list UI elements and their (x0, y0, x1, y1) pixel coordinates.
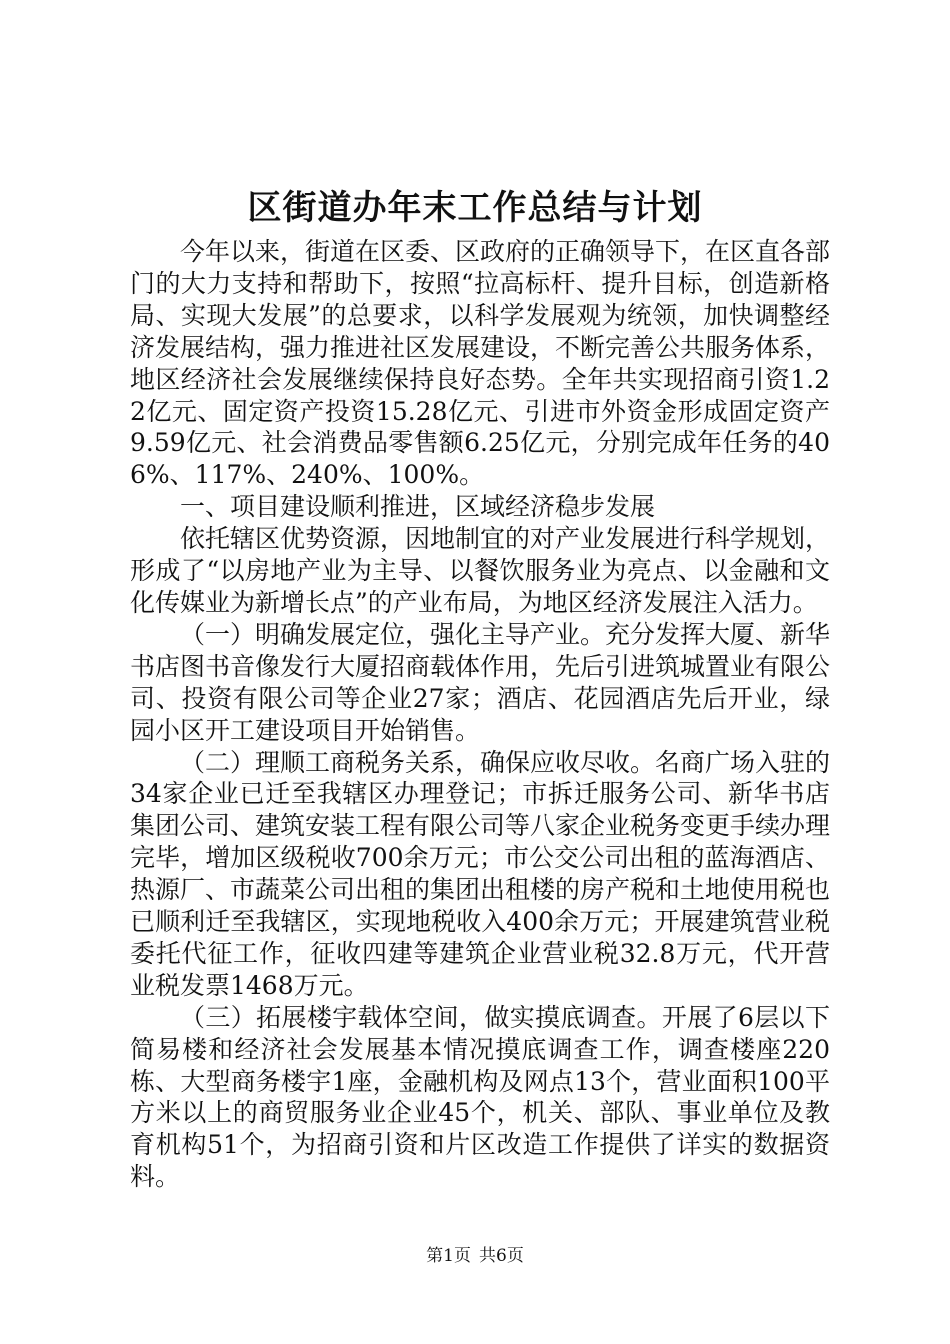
page-footer (0, 1244, 950, 1268)
section-1-intro-paragraph: 依托辖区优势资源，因地制宜的对产业发展进行科学规划，形成了“以房地产业为主导、以餐饮服务业为亮点、以金融和文化传媒业为新增长点”的产业布局，为地区经济发展注入活力。 (130, 524, 831, 617)
page-number: 第1页 (426, 1246, 471, 1266)
subsection-2-paragraph: （二）理顺工商税务关系，确保应收尽收。名商广场入驻的34家企业已迁至我辖区办理登记；市拆迁服务公司、新华书店集团公司、建筑安装工程有限公司等八家企业税务变更手续办理完毕，增加区级税收700余万元；市公交公司出租的蓝海酒店、热源厂、市蔬菜公司出租的集团出租楼的房产税和土地使用税也已顺利迁至我辖区，实现地税收入400余万元；开展建筑营业税委托代征工作，征收四建等建筑企业营业税32.8万元，代开营业税发票1468万元。 (130, 747, 831, 1000)
document-title: 区街道办年末工作总结与计划 (247, 188, 703, 228)
subsection-3-paragraph: （三）拓展楼宇载体空间，做实摸底调查。开展了6层以下简易楼和经济社会发展基本情况摸底调查工作，调查楼座220栋、大型商务楼宇1座，金融机构及网点13个，营业面积100平方米以上的商贸服务业企业45个，机关、部队、事业单位及教育机构51个，为招商引资和片区改造工作提供了详实的数据资料。 (130, 1002, 830, 1192)
page-total: 共6页 (479, 1246, 524, 1266)
subsection-1-paragraph: （一）明确发展定位，强化主导产业。充分发挥大厦、新华书店图书音像发行大厦招商载体作用，先后引进筑城置业有限公司、投资有限公司等企业27家；酒店、花园酒店先后开业，绿园小区开工建设项目开始销售。 (130, 619, 831, 745)
section-heading-1: 一、项目建设顺利推进，区域经济稳步发展 (180, 492, 656, 522)
intro-paragraph: 今年以来，街道在区委、区政府的正确领导下，在区直各部门的大力支持和帮助下，按照“拉高标杆、提升目标，创造新格局、实现大发展”的总要求，以科学发展观为统领，加快调整经济发展结构，强力推进社区发展建设，不断完善公共服务体系，地区经济社会发展继续保持良好态势。全年共实现招商引资1.22亿元、固定资产投资15.28亿元、引进市外资金形成固定资产9.59亿元、社会消费品零售额6.25亿元，分别完成年任务的406%、117%、240%、100%。 (130, 237, 831, 490)
document-body (130, 236, 830, 1193)
